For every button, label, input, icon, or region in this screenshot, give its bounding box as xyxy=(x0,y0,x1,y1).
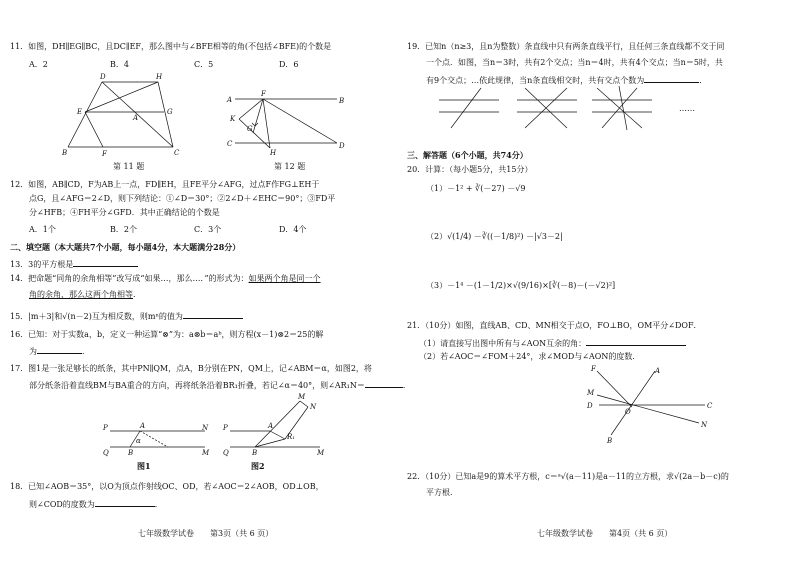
q22-line1: 22．（10分）已知a是9的算术平方根，c＝ᵃ√(a－11)是a－11的立方根，求√(2a－b－c)的 xyxy=(407,472,729,481)
q11-option-c: C．5 xyxy=(194,60,214,69)
q12-option-c: C．3个 xyxy=(194,225,222,234)
q21-label-d: D xyxy=(587,402,593,410)
q18-line2: 则∠COD的度数为 ． xyxy=(29,500,163,509)
q20-part2: （2）√(1/4) －∛((－1/8)²) －|√3－2| xyxy=(426,232,563,241)
q17-fig1-caption: 图1 xyxy=(137,461,151,471)
q17-fig2-label-n: N xyxy=(310,403,317,411)
q21-label-n: N xyxy=(701,421,708,429)
q14-answer2: 角的余角，那么这两个角相等 xyxy=(29,290,133,299)
q21-figure xyxy=(587,365,717,445)
q17-fig1-label-alpha: α xyxy=(136,437,141,445)
q21-label-f: F xyxy=(591,365,596,373)
q11-stem: 11．如图，DH∥EG∥BC，且DC∥EF，那么图中与∠BFE相等的角(不包括∠BFE)的个数是 xyxy=(10,42,332,51)
q12-label-h: H xyxy=(270,149,277,157)
q13: 13．3的平方根是 xyxy=(10,258,138,270)
q17-fig1-label-p: P xyxy=(103,424,108,432)
q12-option-a: A．1个 xyxy=(29,225,56,234)
q17-fig2-label-q: Q xyxy=(223,449,229,457)
q22-line2: 平方根． xyxy=(426,488,458,497)
q11-label-e: E xyxy=(77,108,83,116)
q12-option-d: D．4个 xyxy=(279,225,307,234)
q20-part3: （3）－1⁴ －(1－1/2)×√(9/16)×[∛(－8)－(－√2)²] xyxy=(426,281,616,290)
q18-blank[interactable] xyxy=(95,498,155,507)
q15-blank[interactable] xyxy=(183,310,243,319)
q21-label-b: B xyxy=(607,437,613,445)
q19-blank[interactable] xyxy=(644,74,699,83)
q12-label-a: A xyxy=(227,96,233,104)
q16-line2: 为 ． xyxy=(29,347,90,356)
q17-line1: 17．图1是一张足够长的纸条，其中PN∥QM，点A，B分别在PN，QM上，记∠ABM＝α，如图2，将 xyxy=(10,364,372,373)
q11-label-c: C xyxy=(174,149,180,157)
q21-blank[interactable] xyxy=(586,337,686,346)
q12-caption: 第 12 题 xyxy=(274,162,306,171)
q21-line2: （1）请直接写出图中所有与∠AON互余的角： xyxy=(419,337,686,349)
q19-dots: …… xyxy=(679,104,695,113)
q16-blank[interactable] xyxy=(37,345,82,354)
right-page xyxy=(397,0,794,561)
q12-line2: 点G，且∠AFG＝2∠D，则下列结论：①∠D＝30°；②2∠D＋∠EHC＝90°；③FD平 xyxy=(29,194,336,203)
q11-option-a: A．2 xyxy=(29,60,48,69)
q11-label-h: H xyxy=(156,73,163,81)
q14-line2: 角的余角，那么这两个角相等． xyxy=(29,290,141,299)
q12-label-b: B xyxy=(339,97,345,105)
q19-line2: 一个点．如图，当n＝3时，共有2个交点；当n＝4时，共有4个交点；当n＝5时，共 xyxy=(426,58,723,67)
q17-fig2-label-a: A xyxy=(268,422,274,430)
q17-fig2-label-p: P xyxy=(223,424,228,432)
q17-line2: 部分纸条沿着直线BM与BA重合的方向，再将纸条沿着BR₁折叠，若记∠α＝40°，则∠AR₁N＝ ． xyxy=(29,381,411,390)
q20-stem: 20．计算：（每小题5分，共15分） xyxy=(407,165,533,174)
q21-line1: 21．（10分）如图，直线AB、CD、MN相交于点O，FO⊥BO，OM平分∠DOF． xyxy=(407,321,702,330)
right-footer: 七年级数学试卷 第4页（共 6 页） xyxy=(537,529,673,538)
left-footer: 七年级数学试卷 第3页（共 6 页） xyxy=(138,529,274,538)
section2-heading: 二、填空题（本大题共7个小题，每小题4分，本大题满分28分） xyxy=(10,242,241,252)
q13-blank[interactable] xyxy=(73,258,138,267)
q17-figure xyxy=(30,395,350,475)
q17-fig1-label-m: M xyxy=(202,449,210,457)
q17-fig1-label-b: B xyxy=(128,449,134,457)
q19-line1: 19．已知n（n≥3，且n为整数）条直线中只有两条直线平行，且任何三条直线都不交于同 xyxy=(407,42,725,51)
q11-label-b: B xyxy=(62,149,68,157)
q11-label-g: G xyxy=(167,108,173,116)
q11-label-a: A xyxy=(133,114,139,122)
q11-figure xyxy=(60,72,190,162)
q12-label-d: D xyxy=(339,142,345,150)
q12-option-b: B．2个 xyxy=(110,225,137,234)
q12-label-g: G xyxy=(247,125,253,133)
q19-line3: 有9个交点；…依此规律，当n条直线相交时，共有交点个数为 ． xyxy=(426,76,708,85)
q12-label-c: C xyxy=(227,140,233,148)
q11-label-f: F xyxy=(102,150,107,158)
q16-line1: 16．已知：对于实数a，b，定义一种运算“⊗”为：a⊗b＝aᵇ，则方程(x－1)⊗2＝25的解 xyxy=(10,330,324,339)
q17-fig2-label-r1: R₁ xyxy=(287,433,296,441)
q12-line1: 12．如图，AB∥CD，F为AB上一点，FD∥EH，且FE平分∠AFG，过点F作FG⊥EH于 xyxy=(10,180,320,189)
q12-label-k: K xyxy=(230,115,236,123)
q21-label-o: O xyxy=(625,408,631,416)
q18-line1: 18．已知∠AOB＝35°，以O为顶点作射线OC、OD，若∠AOC＝2∠AOB，OD⊥OB， xyxy=(10,482,324,491)
q20-part1: （1）－1² + ∛(－27) －√9 xyxy=(426,184,526,193)
q14: 14．把命题“同角的余角相等”改写成“如果…，那么…．”的形式为：如果两个角是同一个 xyxy=(10,274,321,283)
q14-answer1: 如果两个角是同一个 xyxy=(248,274,321,283)
q17-fig1-label-a: A xyxy=(140,422,146,430)
q11-option-b: B．4 xyxy=(110,60,129,69)
q11-caption: 第 11 题 xyxy=(113,162,145,171)
q12-line3: 分∠HFB；④FH平分∠GFD．其中正确结论的个数是 xyxy=(29,208,220,217)
q15: 15．|m＋3|和√(n－2)互为相反数，则mⁿ的值为 xyxy=(10,310,243,322)
q21-label-c: C xyxy=(707,402,713,410)
q17-fig1-label-n: N xyxy=(202,424,209,432)
q11-label-d: D xyxy=(100,73,106,81)
q17-fig2-caption: 图2 xyxy=(251,461,265,471)
q21-label-m: M xyxy=(587,389,595,397)
q21-label-a: A xyxy=(655,367,661,375)
q11-option-d: D．6 xyxy=(279,60,299,69)
q12-label-f: F xyxy=(261,90,266,98)
q17-fig2-label-m: M xyxy=(317,449,325,457)
section3-heading: 三、解答题（6个小题，共74分） xyxy=(407,150,528,160)
q17-fig2-label-m-top: M xyxy=(298,393,306,401)
q17-fig2-label-b: B xyxy=(252,449,258,457)
q17-fig1-label-q: Q xyxy=(103,449,109,457)
q12-figure xyxy=(225,90,355,157)
q21-line3: （2）若∠AOC＝∠FOM＋24°，求∠MOD与∠AON的度数． xyxy=(419,352,641,361)
